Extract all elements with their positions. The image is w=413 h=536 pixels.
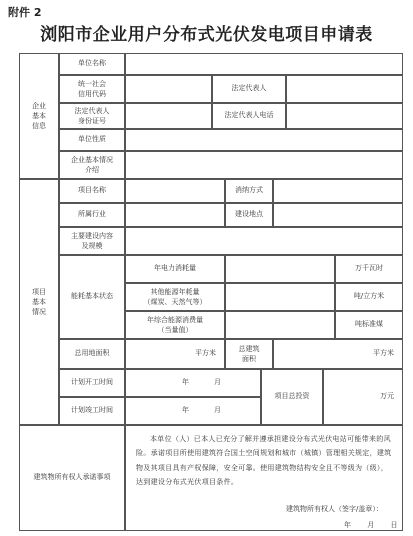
location-field[interactable]	[273, 203, 403, 227]
page-title: 浏阳市企业用户分布式光伏发电项目申请表	[40, 25, 373, 45]
building-area-unit: 平方米	[373, 349, 394, 358]
project-section-label-line: 项目	[32, 287, 46, 296]
enterprise-intro-field[interactable]	[125, 151, 403, 179]
enterprise-section-label-line: 信息	[32, 122, 46, 131]
credit-code-label-line: 统一社会	[78, 79, 106, 88]
other-fuel-label-line: 其他能源年耗量	[150, 287, 200, 296]
other-fuel-label-line: （煤炭、天然气等）	[143, 298, 207, 306]
enterprise-intro-label-line: 介绍	[85, 166, 99, 174]
investment-mode-label: 消纳方式	[225, 179, 273, 203]
total-investment-field[interactable]	[323, 369, 403, 425]
signature-date: 年 月 日	[344, 521, 398, 529]
project-section-label	[19, 179, 59, 425]
legal-rep-id-label-line: 法定代表人	[74, 106, 110, 115]
unit-name-label: 单位名称	[59, 53, 125, 75]
total-energy-label-line: 年综合能源消费量	[147, 315, 203, 324]
unit-name-field[interactable]	[125, 53, 403, 75]
total-investment-label: 项目总投资	[261, 369, 323, 425]
enterprise-intro-label-line: 企业基本情况	[71, 155, 113, 164]
land-area-unit: 平方米	[195, 349, 216, 358]
total-energy-unit: 吨标准煤	[335, 311, 403, 339]
industry-field[interactable]	[125, 203, 225, 227]
project-section-label-line: 情况	[32, 308, 46, 317]
project-name-field[interactable]	[125, 179, 225, 203]
investment-mode-field[interactable]	[273, 179, 403, 203]
start-year-label: 年	[182, 378, 189, 387]
construction-content-label-line: 及规模	[81, 242, 103, 250]
finish-month-label: 月	[214, 406, 221, 415]
building-area-label-line: 总建筑	[238, 344, 260, 353]
construction-content-label	[59, 227, 125, 255]
construction-content-label-line: 主要建设内容	[71, 231, 113, 240]
start-time-label: 计划开工时间	[59, 369, 125, 397]
start-time-field[interactable]	[125, 369, 261, 397]
finish-year-label: 年	[182, 406, 189, 415]
legal-rep-id-label-line: 身份证号	[78, 117, 106, 125]
annual-power-field[interactable]	[225, 255, 335, 283]
pledge-text: 本单位（人）已本人已充分了解并遵承担建设分布式光伏电站可能带来的风险。承诺项目所使用建筑符合国土空间规划和城市（城镇）管理相关规定，建筑物及其项目具有产权保障，安全可靠。使用建筑物结构安全且不等级为（级），达到建设分布式光伏项目条件。	[136, 435, 392, 487]
location-label: 建设地点	[225, 203, 273, 227]
unit-nature-label: 单位性质	[59, 129, 125, 151]
finish-time-label: 计划竣工时间	[59, 397, 125, 425]
other-fuel-unit: 吨/立方米	[335, 283, 403, 311]
attachment-label: 附件 2	[8, 6, 42, 19]
building-area-field[interactable]	[273, 339, 403, 369]
land-area-field[interactable]	[125, 339, 225, 369]
legal-rep-label: 法定代表人	[212, 75, 286, 103]
credit-code-label-line: 信用代码	[78, 90, 106, 98]
credit-code-label	[59, 75, 125, 103]
construction-content-field[interactable]	[125, 227, 403, 255]
total-energy-label-line: （当量值）	[157, 326, 193, 334]
finish-time-field[interactable]	[125, 397, 261, 425]
investment-unit: 万元	[380, 392, 394, 401]
legal-rep-id-label	[59, 103, 125, 129]
industry-label: 所属行业	[59, 203, 125, 227]
annual-power-unit: 万千瓦时	[335, 255, 403, 283]
total-energy-field[interactable]	[225, 311, 335, 339]
start-month-label: 月	[214, 378, 221, 387]
legal-rep-id-field[interactable]	[125, 103, 212, 129]
enterprise-section-label	[19, 53, 59, 179]
total-energy-label	[125, 311, 225, 339]
legal-rep-phone-field[interactable]	[286, 103, 403, 129]
unit-nature-field[interactable]	[125, 129, 403, 151]
building-area-label	[225, 339, 273, 369]
pledge-content	[125, 425, 403, 531]
project-section-label-line: 基本	[32, 297, 46, 306]
land-area-label: 总用地面积	[59, 339, 125, 369]
legal-rep-phone-label: 法定代表人电话	[212, 103, 286, 129]
project-name-label: 项目名称	[59, 179, 125, 203]
other-fuel-field[interactable]	[225, 283, 335, 311]
energy-status-label: 能耗基本状态	[59, 255, 125, 339]
enterprise-section-label-line: 企业	[32, 101, 46, 110]
annual-power-label: 年电力消耗量	[125, 255, 225, 283]
building-area-label-line: 面积	[242, 355, 256, 363]
enterprise-section-label-line: 基本	[32, 111, 46, 120]
pledge-section-label: 建筑物所有权人承诺事项	[19, 425, 125, 531]
enterprise-intro-label	[59, 151, 125, 179]
owner-signature-label: 建筑物所有权人（签字/盖章）：	[286, 505, 383, 513]
other-fuel-label	[125, 283, 225, 311]
legal-rep-field[interactable]	[286, 75, 403, 103]
credit-code-field[interactable]	[125, 75, 212, 103]
